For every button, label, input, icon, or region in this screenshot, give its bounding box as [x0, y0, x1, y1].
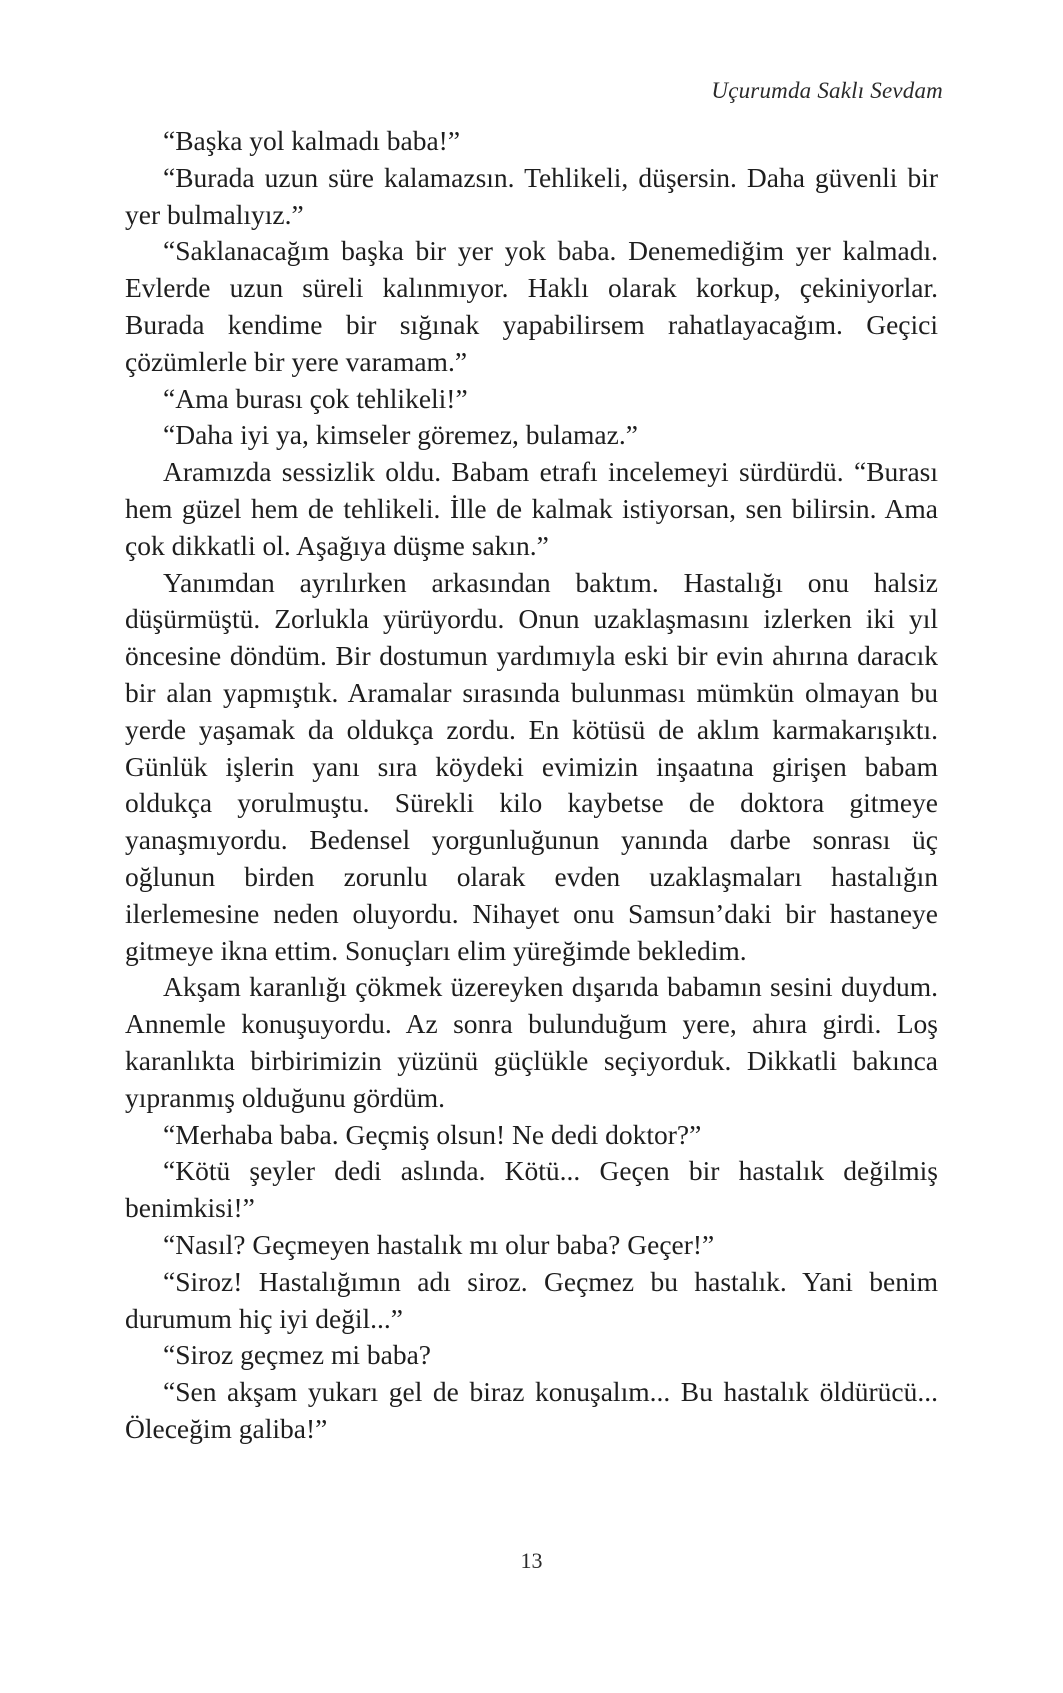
- paragraph: “Sen akşam yukarı gel de biraz konuşalım... Bu hastalık öldürücü... Öleceğim galiba!”: [125, 1376, 938, 1444]
- paragraph: “Daha iyi ya, kimseler göremez, bulamaz.”: [163, 419, 638, 451]
- paragraph: “Siroz geçmez mi baba?: [163, 1339, 431, 1371]
- paragraph: “Kötü şeyler dedi aslında. Kötü... Geçen bir hastalık değilmiş benimkisi!”: [125, 1155, 938, 1224]
- paragraph: Yanımdan ayrılırken arkasından baktım. Hastalığı onu halsiz düşürmüştü. Zorlukla yürüyordu. Onun uzaklaşmasını izlerken iki yıl öncesine döndüm. Bir dostumun yardımıyla eski bir evin ahırına daracık bir alan yapmıştık. Aramalar sırasında bulunması mümkün olmayan bu yerde yaşamak da oldukça zordu. En kötüsü de aklım karmakarışıktı. Günlük işlerin yanı sıra köydeki evimizin inşaatına girişen babam oldukça yorulmuştu. Sürekli kilo kaybetse de doktora gitmeye yanaşmıyordu. Bedensel yorgunluğunun yanında darbe sonrası üç oğlunun birden zorunlu olarak evden uzaklaşmaları hastalığın ilerlemesine neden oluyordu. Nihayet onu Samsun’daki bir hastaneye gitmeye ikna ettim. Sonuçları elim yüreğimde bekledim.: [125, 566, 938, 966]
- running-header-title: Uçurumda Saklı Sevdam: [711, 78, 943, 103]
- paragraph: “Saklanacağım başka bir yer yok baba. Denemediğim yer kalmadı. Evlerde uzun süreli kalınmıyor. Haklı olarak korkup, çekiniyorlar. Burada kendime bir sığınak yapabilirsem rahatlayacağım. Geçici çözümlerle bir yere varamam.”: [125, 235, 938, 377]
- page-number: 13: [520, 1548, 543, 1573]
- paragraph: “Başka yol kalmadı baba!”: [163, 125, 461, 156]
- paragraph: Akşam karanlığı çökmek üzereyken dışarıda babamın sesini duydum. Annemle konuşuyordu. Az sonra bulunduğum yere, ahıra girdi. Loş karanlıkta birbirimizin yüzünü güçlükle seçiyorduk. Dikkatli bakınca yıpranmış olduğunu gördüm.: [125, 971, 938, 1113]
- paragraph: “Ama burası çok tehlikeli!”: [163, 382, 468, 414]
- paragraph: “Merhaba baba. Geçmiş olsun! Ne dedi doktor?”: [163, 1118, 702, 1150]
- paragraph: “Nasıl? Geçmeyen hastalık mı olur baba? Geçer!”: [163, 1228, 715, 1260]
- body-text: [125, 123, 938, 1448]
- paragraph: “Siroz! Hastalığımın adı siroz. Geçmez bu hastalık. Yani benim durumum hiç iyi değil...”: [125, 1265, 938, 1334]
- paragraph: Aramızda sessizlik oldu. Babam etrafı incelemeyi sürdürdü. “Burası hem güzel hem de tehlikeli. İlle de kalmak istiyorsan, sen bilirsin. Ama çok dikkatli ol. Aşağıya düşme sakın.”: [125, 456, 938, 561]
- paragraph: “Burada uzun süre kalamazsın. Tehlikeli, düşersin. Daha güvenli bir yer bulmalıyız.”: [125, 161, 938, 230]
